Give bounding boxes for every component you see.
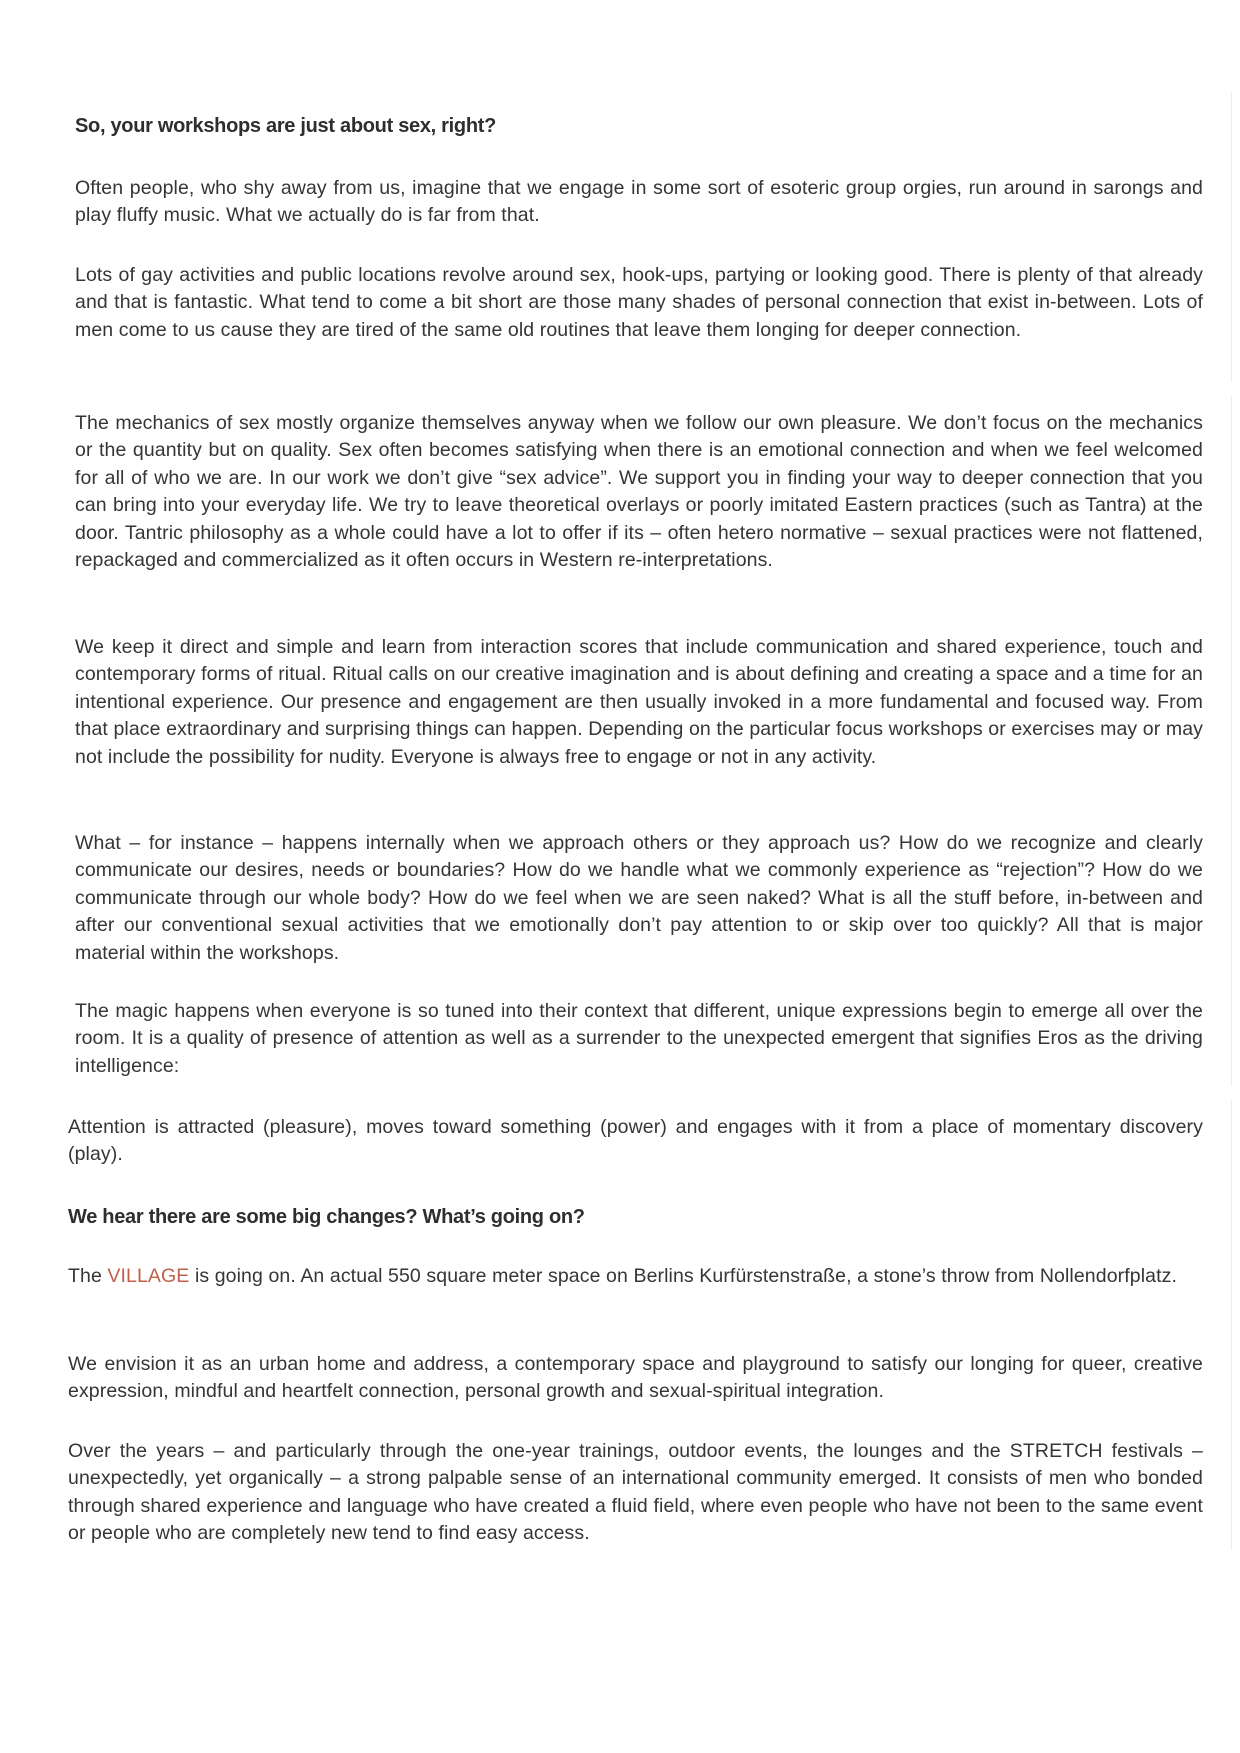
faq-heading-workshops: So, your workshops are just about sex, right? xyxy=(75,115,497,137)
body-paragraph: The magic happens when everyone is so tuned into their context that different, unique expressions begin to emerge all over the room. It is a quality of presence of attention as well as a surrender to the unexpected emergent that signifies Eros as the driving intelligence: xyxy=(75,1000,1203,1077)
paragraph-vision xyxy=(68,1351,1203,1406)
body-paragraph: We keep it direct and simple and learn from interaction scores that include communication and shared experience, touch and contemporary forms of ritual. Ritual calls on our creative imagination and is about defining and creating a space and a time for an intentional experience. Our presence and engagement are then usually invoked in a more fundamental and focused way. From that place extraordinary and surprising things can happen. Depending on the particular focus workshops or exercises may or may not include the possibility for nudity. Everyone is always free to engage or not in any activity. xyxy=(75,636,1203,768)
paragraph-community xyxy=(68,1438,1203,1548)
paragraph-eros-definition xyxy=(68,1114,1203,1169)
body-paragraph: Often people, who shy away from us, imagine that we engage in some sort of esoteric group orgies, run around in sarongs and play fluffy music. What we actually do is far from that. xyxy=(75,177,1203,227)
faq-heading-changes: We hear there are some big changes? What’s going on? xyxy=(68,1206,585,1228)
body-paragraph: We envision it as an urban home and address, a contemporary space and playground to satisfy our longing for queer, creative expression, mindful and heartfelt connection, personal growth and sexual-spiritual integration. xyxy=(68,1353,1203,1403)
body-paragraph: What – for instance – happens internally when we approach others or they approach us? How do we recognize and clearly communicate our desires, needs or boundaries? How do we handle what we commonly experience as “rejection”? How do we communicate through our whole body? How do we feel when we are seen naked? What is all the stuff before, in-between and after our conventional sexual activities that we emotionally don’t pay attention to or skip over too quickly? All that is major material within the workshops. xyxy=(75,832,1203,964)
paragraph-2 xyxy=(75,262,1203,344)
paragraph-5 xyxy=(75,830,1203,967)
village-link[interactable]: VILLAGE xyxy=(107,1265,190,1287)
paragraph-4 xyxy=(75,634,1203,771)
village-text-after: is going on. An actual 550 square meter space on Berlins Kurfürstenstraße, a stone’s throw from Nollendorfplatz. xyxy=(189,1265,1177,1287)
section-workshops-faq xyxy=(75,112,1203,140)
body-paragraph xyxy=(68,1263,1203,1290)
page-edge-rule xyxy=(1231,396,1232,1086)
paragraph-village xyxy=(68,1263,1203,1290)
paragraph-1 xyxy=(75,175,1203,230)
body-paragraph: Lots of gay activities and public locations revolve around sex, hook-ups, partying or looking good. There is plenty of that already and that is fantastic. What tend to come a bit short are those many shades of personal connection that exist in-between. Lots of men come to us cause they are tired of the same old routines that leave them longing for deeper connection. xyxy=(75,264,1203,341)
paragraph-6 xyxy=(75,998,1203,1080)
section-changes-faq xyxy=(68,1203,1203,1231)
paragraph-3 xyxy=(75,410,1203,574)
page-edge-rule xyxy=(1231,92,1232,382)
body-paragraph: Attention is attracted (pleasure), moves toward something (power) and engages with it from a place of momentary discovery (play). xyxy=(68,1116,1203,1166)
body-paragraph: The mechanics of sex mostly organize themselves anyway when we follow our own pleasure. We don’t focus on the mechanics or the quantity but on quality. Sex often becomes satisfying when there is an emotional connection and when we feel welcomed for all of who we are. In our work we don’t give “sex advice”. We support you in finding your way to deeper connection that you can bring into your everyday life. We try to leave theoretical overlays or poorly imitated Eastern practices (such as Tantra) at the door. Tantric philosophy as a whole could have a lot to offer if its – often hetero normative – sexual practices were not flattened, repackaged and commercialized as it often occurs in Western re-interpretations. xyxy=(75,412,1203,572)
body-paragraph: Over the years – and particularly through the one-year trainings, outdoor events, the lounges and the STRETCH festivals – unexpectedly, yet organically – a strong palpable sense of an international community emerged. It consists of men who bonded through shared experience and language who have created a fluid field, where even people who have not been to the same event or people who are completely new tend to find easy access. xyxy=(68,1440,1203,1545)
village-text-before: The xyxy=(68,1265,108,1287)
page-edge-rule xyxy=(1231,1100,1232,1550)
